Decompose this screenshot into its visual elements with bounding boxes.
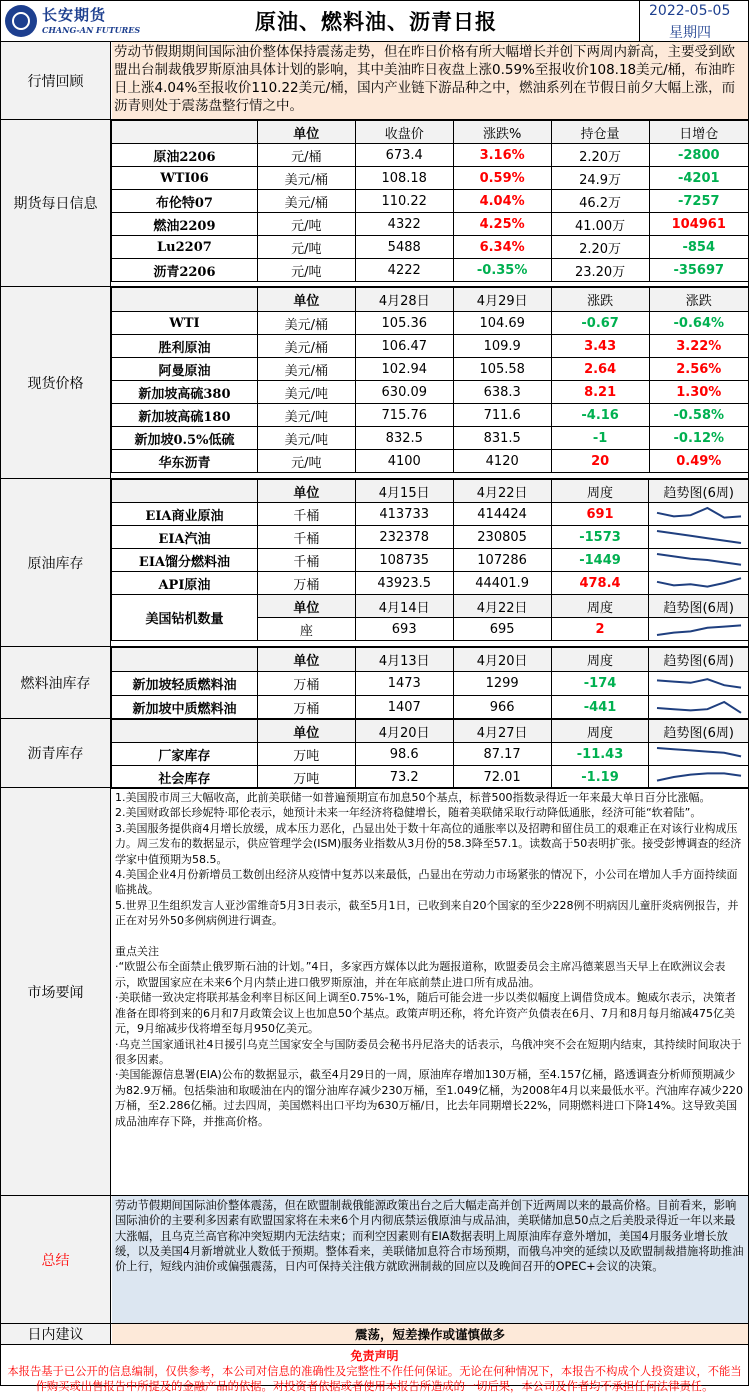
unit-cell: 千桶 xyxy=(257,503,355,526)
table-row xyxy=(112,259,749,282)
trend-sparkline xyxy=(653,769,745,785)
price-day2: 638.3 xyxy=(453,381,551,404)
asphalt-inventory-label: 沥青库存 xyxy=(1,719,111,787)
table-row xyxy=(112,358,749,381)
value-week1: 98.6 xyxy=(355,743,453,766)
column-header: 单位 xyxy=(257,595,355,618)
report-title: 原油、燃料油、沥青日报 xyxy=(255,10,497,34)
news-paragraph: 1.美国股市周三大幅收高，此前美联储一如普遍预期宣布加息50个基点，标普500指数录得近一年来最大单日百分比涨幅。 xyxy=(115,791,711,804)
trend-cell xyxy=(649,743,748,766)
unit-cell: 万桶 xyxy=(257,572,355,595)
fuel-inventory-section xyxy=(1,647,748,719)
unit-cell: 美元/桶 xyxy=(257,335,355,358)
column-header: 单位 xyxy=(257,480,355,503)
column-header: 涨跌% xyxy=(453,121,551,144)
change-pct: 6.34% xyxy=(453,236,551,259)
spot-name: 胜利原油 xyxy=(112,335,258,358)
spot-name: 新加坡高硫180 xyxy=(112,404,258,427)
column-header: 趋势图(6周) xyxy=(649,720,748,743)
spot-label: 现货价格 xyxy=(1,287,111,478)
column-header: 单位 xyxy=(257,648,355,672)
column-header: 4月14日 xyxy=(355,595,453,618)
trend-sparkline xyxy=(653,552,745,568)
header-blank xyxy=(112,648,258,672)
contract-name: 燃油2209 xyxy=(112,213,258,236)
column-header: 趋势图(6周) xyxy=(649,480,748,503)
unit-cell: 美元/吨 xyxy=(257,427,355,450)
crude-inventory-table xyxy=(111,479,748,641)
rig-count-name: 美国钻机数量 xyxy=(112,595,258,641)
column-header: 收盘价 xyxy=(355,121,453,144)
table-row xyxy=(112,503,749,526)
price-day2: 104.69 xyxy=(453,312,551,335)
unit-cell: 万桶 xyxy=(257,696,355,720)
table-row xyxy=(112,526,749,549)
close-price: 110.22 xyxy=(355,190,453,213)
weekly-change: -1.19 xyxy=(551,766,649,789)
futures-section xyxy=(1,120,748,287)
market-news-section xyxy=(1,788,748,1196)
weekly-change: -1573 xyxy=(551,526,649,549)
table-row xyxy=(112,236,749,259)
crude-inventory-section xyxy=(1,479,748,647)
table-row xyxy=(112,672,749,696)
advice-section xyxy=(1,1324,748,1345)
rig-header-row xyxy=(112,595,749,618)
table-row xyxy=(112,167,749,190)
inventory-name: 社会库存 xyxy=(112,766,258,789)
table-row xyxy=(112,190,749,213)
futures-label: 期货每日信息 xyxy=(1,120,111,286)
change-pct: -0.35% xyxy=(453,259,551,282)
company-logo xyxy=(5,4,155,38)
value-week2: 72.01 xyxy=(453,766,551,789)
unit-cell: 座 xyxy=(257,618,355,641)
trend-line xyxy=(657,748,741,756)
spot-table xyxy=(111,287,748,473)
value-week1: 108735 xyxy=(355,549,453,572)
table-header-row xyxy=(112,121,749,144)
table-row xyxy=(112,213,749,236)
news-paragraph: 重点关注 xyxy=(115,945,159,959)
disclaimer-text: 本报告基于已公开的信息编制，仅供参考，本公司对信息的准确性及完整性不作任何保证。无论在何种情况下，本报告不构成个人投资建议，不能当作购买或出售报告中所提及的金融产品的依据。对投资者依据或者使用本报告所造成的一切后果，本公司及作者均不承担任何法律责任。 xyxy=(7,1365,742,1393)
value-week2: 695 xyxy=(453,618,551,641)
trend-cell xyxy=(649,503,748,526)
trend-cell xyxy=(649,766,748,789)
column-header: 4月15日 xyxy=(355,480,453,503)
column-header: 4月27日 xyxy=(453,720,551,743)
daily-oi-change: 104961 xyxy=(649,213,748,236)
logo-en-text: CHANG-AN FUTURES xyxy=(42,25,141,35)
review-label: 行情回顾 xyxy=(1,42,111,119)
unit-cell: 千桶 xyxy=(257,549,355,572)
column-header: 持仓量 xyxy=(551,121,649,144)
change-pct: 3.16% xyxy=(453,144,551,167)
value-week2: 414424 xyxy=(453,503,551,526)
inventory-name: EIA汽油 xyxy=(112,526,258,549)
trend-cell xyxy=(649,526,748,549)
table-row xyxy=(112,427,749,450)
open-interest: 24.9万 xyxy=(551,167,649,190)
spot-name: 新加坡0.5%低硫 xyxy=(112,427,258,450)
unit-cell: 万桶 xyxy=(257,672,355,696)
open-interest: 2.20万 xyxy=(551,236,649,259)
table-header-row xyxy=(112,288,749,312)
unit-cell: 美元/桶 xyxy=(257,358,355,381)
report-weekday: 星期四 xyxy=(669,25,711,41)
trend-sparkline xyxy=(653,621,745,637)
change-abs: 8.21 xyxy=(551,381,649,404)
value-week2: 44401.9 xyxy=(453,572,551,595)
review-text: 劳动节假期期间国际油价整体保持震荡走势，但在昨日价格有所大幅增长并创下两周内新高，主要受到欧盟出台制裁俄罗斯原油具体计划的影响，其中美油昨日夜盘上涨0.59%至报收价108.18美元/桶，布油昨日上涨4.04%至报收价110.22美元/桶，国内产业链下游品种之中，燃油系列在节假日前夕大幅上涨，而沥青则处于震荡盘整行情之中。 xyxy=(112,42,748,119)
spot-name: 阿曼原油 xyxy=(112,358,258,381)
value-week1: 1473 xyxy=(355,672,453,696)
column-header: 单位 xyxy=(257,288,355,312)
contract-name: 原油2206 xyxy=(112,144,258,167)
change-pct: 4.04% xyxy=(453,190,551,213)
value-week2: 1299 xyxy=(453,672,551,696)
change-pct: 4.25% xyxy=(453,213,551,236)
inventory-name: 新加坡轻质燃料油 xyxy=(112,672,258,696)
column-header: 4月22日 xyxy=(453,480,551,503)
trend-cell xyxy=(649,618,748,641)
contract-name: WTI06 xyxy=(112,167,258,190)
price-day2: 109.9 xyxy=(453,335,551,358)
weekly-change: 691 xyxy=(551,503,649,526)
table-row xyxy=(112,450,749,473)
price-day1: 106.47 xyxy=(355,335,453,358)
table-row xyxy=(112,381,749,404)
column-header: 趋势图(6周) xyxy=(649,648,748,672)
unit-cell: 万吨 xyxy=(257,766,355,789)
unit-cell: 万吨 xyxy=(257,743,355,766)
asphalt-inventory-table xyxy=(111,719,748,789)
column-header: 4月13日 xyxy=(355,648,453,672)
crude-inventory-label: 原油库存 xyxy=(1,479,111,646)
weekly-change: -174 xyxy=(551,672,649,696)
value-week1: 693 xyxy=(355,618,453,641)
asphalt-inventory-section xyxy=(1,719,748,788)
change-pct: 2.56% xyxy=(649,358,748,381)
contract-name: 布伦特07 xyxy=(112,190,258,213)
change-pct: 0.49% xyxy=(649,450,748,473)
value-week1: 1407 xyxy=(355,696,453,720)
disclaimer-title: 免责声明 xyxy=(350,1349,399,1363)
close-price: 4222 xyxy=(355,259,453,282)
unit-cell: 元/桶 xyxy=(257,144,355,167)
open-interest: 41.00万 xyxy=(551,213,649,236)
disclaimer xyxy=(1,1345,748,1393)
header-divider xyxy=(639,1,640,41)
value-week2: 966 xyxy=(453,696,551,720)
open-interest: 23.20万 xyxy=(551,259,649,282)
unit-cell: 美元/桶 xyxy=(257,167,355,190)
price-day1: 715.76 xyxy=(355,404,453,427)
fuel-inventory-label: 燃料油库存 xyxy=(1,647,111,718)
value-week1: 73.2 xyxy=(355,766,453,789)
header-blank xyxy=(112,288,258,312)
value-week1: 413733 xyxy=(355,503,453,526)
summary-section xyxy=(1,1196,748,1324)
inventory-name: API原油 xyxy=(112,572,258,595)
change-abs: 3.43 xyxy=(551,335,649,358)
change-pct: -0.12% xyxy=(649,427,748,450)
daily-oi-change: -4201 xyxy=(649,167,748,190)
price-day1: 105.36 xyxy=(355,312,453,335)
news-paragraph: ·“欧盟公布全面禁止俄罗斯石油的计划。”4日，多家西方媒体以此为题报道称，欧盟委员会主席冯德莱恩当天早上在欧洲议会表示，欧盟国家应在未来6个月内禁止进口俄罗斯原油，并在年底前禁止进口所有成品油。 xyxy=(115,960,726,989)
unit-cell: 元/吨 xyxy=(257,236,355,259)
spot-name: 新加坡高硫380 xyxy=(112,381,258,404)
value-week1: 232378 xyxy=(355,526,453,549)
column-header: 周度 xyxy=(551,648,649,672)
trend-line xyxy=(657,578,741,586)
inventory-name: 厂家库存 xyxy=(112,743,258,766)
news-paragraph: 2.美国财政部长珍妮特·耶伦表示，她预计未来一年经济将稳健增长，随着美联储采取行动降低通胀，经济可能“软着陆”。 xyxy=(115,806,702,820)
header-blank xyxy=(112,720,258,743)
price-day1: 630.09 xyxy=(355,381,453,404)
change-pct: 1.30% xyxy=(649,381,748,404)
column-header: 日增仓 xyxy=(649,121,748,144)
column-header: 周度 xyxy=(551,720,649,743)
summary-text: 劳动节假期间国际油价整体震荡，但在欧盟制裁俄能源政策出台之后大幅走高并创下近两周以来的最高价格。目前看来，影响国际油价的主要利多因素有欧盟国家将在未来6个月内彻底禁运俄原油与成品油，美联储加息50点之后美股录得近一年以来最大涨幅，且乌克兰高官称冲突短期内无法结束；而利空因素则有EIA数据表明上周原油库存意外增加，美国4月服务业增长放缓，以及美国4月新增就业人数低于预期。整体看来，美联储加息符合市场预期，而俄乌冲突的延续以及欧盟制裁措施将助推油价上行，短线内油价或偏强震荡，日内可保持关注俄方就欧洲制裁的回应以及晚间召开的OPEC+会议的决策。 xyxy=(112,1196,748,1323)
unit-cell: 美元/吨 xyxy=(257,404,355,427)
trend-line xyxy=(657,554,741,565)
close-price: 673.4 xyxy=(355,144,453,167)
advice-text: 震荡，短差操作或谨慎做多 xyxy=(112,1324,748,1344)
change-pct: -0.64% xyxy=(649,312,748,335)
price-day2: 831.5 xyxy=(453,427,551,450)
unit-cell: 元/吨 xyxy=(257,450,355,473)
trend-cell xyxy=(649,572,748,595)
column-header: 4月28日 xyxy=(355,288,453,312)
change-abs: -0.67 xyxy=(551,312,649,335)
unit-cell: 元/吨 xyxy=(257,213,355,236)
contract-name: 沥青2206 xyxy=(112,259,258,282)
trend-sparkline xyxy=(653,676,745,692)
value-week2: 87.17 xyxy=(453,743,551,766)
column-header: 4月22日 xyxy=(453,595,551,618)
value-week2: 107286 xyxy=(453,549,551,572)
spot-name: 华东沥青 xyxy=(112,450,258,473)
change-abs: -1 xyxy=(551,427,649,450)
trend-line xyxy=(657,625,741,635)
daily-oi-change: -35697 xyxy=(649,259,748,282)
table-row xyxy=(112,743,749,766)
spot-section xyxy=(1,287,748,479)
header-blank xyxy=(112,480,258,503)
unit-cell: 美元/桶 xyxy=(257,312,355,335)
contract-name: Lu2207 xyxy=(112,236,258,259)
market-news-text xyxy=(112,788,748,1131)
trend-sparkline xyxy=(653,575,745,591)
trend-sparkline xyxy=(653,746,745,762)
header-blank xyxy=(112,121,258,144)
close-price: 5488 xyxy=(355,236,453,259)
trend-sparkline xyxy=(653,700,745,716)
price-day2: 105.58 xyxy=(453,358,551,381)
column-header: 4月20日 xyxy=(453,648,551,672)
table-row xyxy=(112,766,749,789)
fuel-inventory-table xyxy=(111,647,748,720)
trend-cell xyxy=(649,696,748,720)
news-paragraph: ·美国能源信息署(EIA)公布的数据显示，截至4月29日的一周，原油库存增加130万桶，至4.157亿桶，路透调查分析师预期减少为82.9万桶。包括柴油和取暖油在内的馏分油库存减少230万桶，至1.049亿桶，为2008年4月以来最低水平。汽油库存减少220万桶，至2.286亿桶。过去四周，美国燃料出口平均为630万桶/日，比去年同期增长22%，同期燃料进口下降14%。这导致美国成品油库存下降，并推高价格。 xyxy=(115,1068,743,1128)
trend-sparkline xyxy=(653,506,745,522)
trend-line xyxy=(657,508,741,518)
report-header xyxy=(1,1,748,42)
unit-cell: 千桶 xyxy=(257,526,355,549)
close-price: 108.18 xyxy=(355,167,453,190)
weekly-change: -1449 xyxy=(551,549,649,572)
column-header: 单位 xyxy=(257,720,355,743)
review-section xyxy=(1,42,748,120)
column-header: 单位 xyxy=(257,121,355,144)
logo-cn-text: 长安期货 xyxy=(42,6,107,24)
weekly-change: -11.43 xyxy=(551,743,649,766)
market-news-label: 市场要闻 xyxy=(1,788,111,1195)
price-day1: 102.94 xyxy=(355,358,453,381)
column-header: 涨跌 xyxy=(551,288,649,312)
table-row xyxy=(112,696,749,720)
table-header-row xyxy=(112,480,749,503)
column-header: 周度 xyxy=(551,595,649,618)
column-header: 趋势图(6周) xyxy=(649,595,748,618)
price-day1: 4100 xyxy=(355,450,453,473)
daily-oi-change: -7257 xyxy=(649,190,748,213)
unit-cell: 美元/桶 xyxy=(257,190,355,213)
inventory-name: 新加坡中质燃料油 xyxy=(112,696,258,720)
trend-sparkline xyxy=(653,529,745,545)
column-header: 周度 xyxy=(551,480,649,503)
open-interest: 46.2万 xyxy=(551,190,649,213)
weekly-change: 478.4 xyxy=(551,572,649,595)
trend-line xyxy=(657,773,741,780)
advice-label: 日内建议 xyxy=(1,1324,111,1344)
table-header-row xyxy=(112,720,749,743)
logo-emblem-icon xyxy=(5,5,37,37)
table-row xyxy=(112,312,749,335)
news-paragraph: 3.美国服务提供商4月增长放缓，成本压力恶化，凸显出处于数十年高位的通胀率以及招聘和留住员工的艰难正在对该行业构成压力。周三发布的数据显示，供应管理学会(ISM)服务业指数从3月份的58.3降至57.1。读数高于50表明扩张。接受彭博调查的经济学家中值预期为58.5。 xyxy=(115,821,742,866)
change-pct: 0.59% xyxy=(453,167,551,190)
unit-cell: 美元/吨 xyxy=(257,381,355,404)
column-header: 涨跌 xyxy=(649,288,748,312)
news-paragraph: 4.美国企业4月份新增员工数创出经济从疫情中复苏以来最低，凸显出在劳动力市场紧张的情况下，小公司在增加人手方面持续面临挑战。 xyxy=(115,868,738,897)
trend-cell xyxy=(649,672,748,696)
table-row xyxy=(112,572,749,595)
news-paragraph: 5.世界卫生组织发言人亚沙雷维奇5月3日表示，截至5月1日，已收到来自20个国家的至少228例不明病因儿童肝炎病例报告，并正在对另外50多例病例进行调查。 xyxy=(115,898,739,928)
daily-oi-change: -2800 xyxy=(649,144,748,167)
inventory-name: EIA馏分燃料油 xyxy=(112,549,258,572)
change-abs: 20 xyxy=(551,450,649,473)
change-abs: -4.16 xyxy=(551,404,649,427)
trend-line xyxy=(657,679,741,687)
table-row xyxy=(112,335,749,358)
futures-table xyxy=(111,120,748,282)
trend-line xyxy=(657,702,741,713)
unit-cell: 元/吨 xyxy=(257,259,355,282)
column-header: 4月20日 xyxy=(355,720,453,743)
spot-name: WTI xyxy=(112,312,258,335)
value-week2: 230805 xyxy=(453,526,551,549)
trend-line xyxy=(657,531,741,543)
change-pct: 3.22% xyxy=(649,335,748,358)
change-abs: 2.64 xyxy=(551,358,649,381)
change-pct: -0.58% xyxy=(649,404,748,427)
daily-oi-change: -854 xyxy=(649,236,748,259)
table-row xyxy=(112,549,749,572)
table-header-row xyxy=(112,648,749,672)
table-row xyxy=(112,404,749,427)
close-price: 4322 xyxy=(355,213,453,236)
news-paragraph: ·乌克兰国家通讯社4日援引乌克兰国家安全与国防委员会秘书丹尼洛夫的话表示，乌俄冲突不会在短期内结束，其持续时间取决于很多因素。 xyxy=(115,1037,742,1066)
weekly-change: -441 xyxy=(551,696,649,720)
price-day2: 4120 xyxy=(453,450,551,473)
news-paragraph: ·美联储一致决定将联邦基金利率目标区间上调至0.75%-1%，随后可能会进一步以类似幅度上调借贷成本。鲍威尔表示，决策者准备在即将到来的6月和7月政策会议上也加息50个基点。政策声明还称，将允许资产负债表在6月、7月和8月每月缩减475亿美元，9月缩减步伐将增至每月950亿美元。 xyxy=(115,991,736,1036)
report-date: 2022-05-05 xyxy=(649,3,731,19)
weekly-change: 2 xyxy=(551,618,649,641)
table-row xyxy=(112,144,749,167)
price-day2: 711.6 xyxy=(453,404,551,427)
inventory-name: EIA商业原油 xyxy=(112,503,258,526)
price-day1: 832.5 xyxy=(355,427,453,450)
summary-label: 总结 xyxy=(1,1196,111,1323)
column-header: 4月29日 xyxy=(453,288,551,312)
open-interest: 2.20万 xyxy=(551,144,649,167)
news-paragraph xyxy=(115,929,745,944)
trend-cell xyxy=(649,549,748,572)
value-week1: 43923.5 xyxy=(355,572,453,595)
